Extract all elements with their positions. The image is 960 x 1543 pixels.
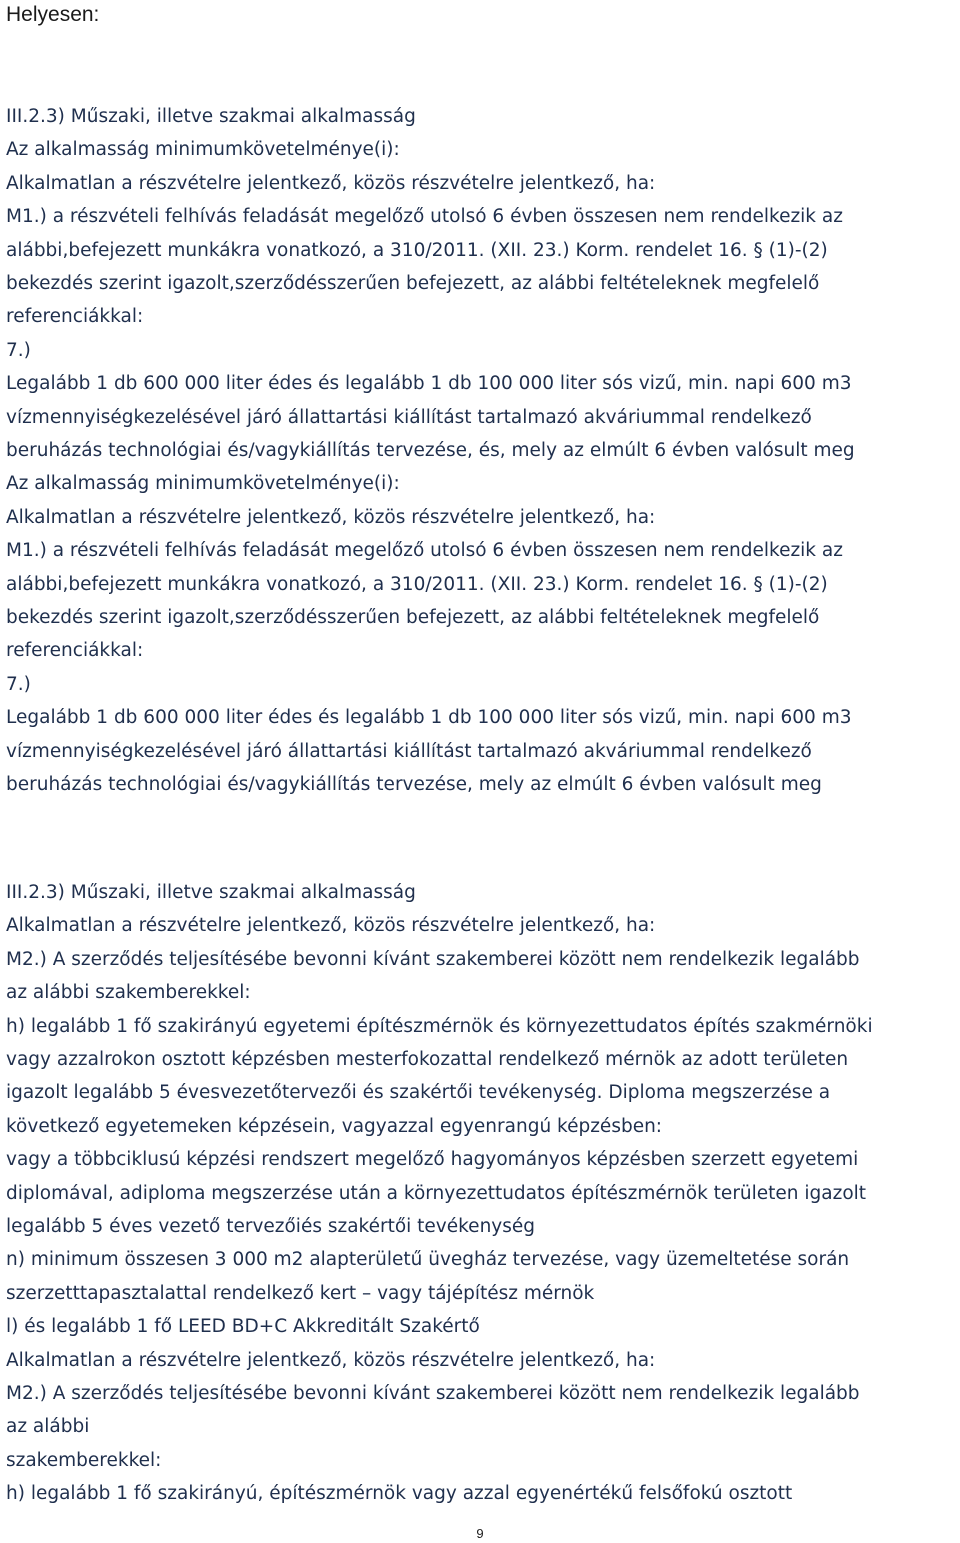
text-line: III.2.3) Műszaki, illetve szakmai alkalmasság bbox=[6, 882, 416, 903]
text-line: M1.) a részvételi felhívás feladását megelőző utolsó 6 évben összesen nem rendelkezik az bbox=[6, 206, 843, 228]
page-header: Helyesen: bbox=[6, 3, 100, 26]
text-line: Legalább 1 db 600 000 liter édes és legalább 1 db 100 000 liter sós vizű, min. napi 600 m3 bbox=[6, 707, 852, 729]
text-line: alábbi,befejezett munkákra vonatkozó, a 310/2011. (XII. 23.) Korm. rendelet 16. § (1)-(2) bbox=[6, 573, 828, 595]
text-line: Alkalmatlan a részvételre jelentkező, közös részvételre jelentkező, ha: bbox=[6, 172, 656, 194]
text-line: az alábbi bbox=[6, 1416, 90, 1438]
text-line: az alábbi szakemberekkel: bbox=[6, 982, 251, 1004]
text-line: igazolt legalább 5 évesvezetőtervezői és szakértői tevékenység. Diploma megszerzése a bbox=[6, 1082, 831, 1104]
text-line: Legalább 1 db 600 000 liter édes és legalább 1 db 100 000 liter sós vizű, min. napi 600 m3 bbox=[6, 373, 852, 395]
text-line: referenciákkal: bbox=[6, 306, 144, 328]
text-line: 7.) bbox=[6, 673, 31, 695]
text-line: beruházás technológiai és/vagykiállítás tervezése, mely az elmúlt 6 évben valósult meg bbox=[6, 774, 822, 795]
page-number: 9 bbox=[476, 1526, 484, 1541]
text-line: Az alkalmasság minimumkövetelménye(i): bbox=[6, 139, 400, 161]
text-line: szakemberekkel: bbox=[6, 1449, 162, 1471]
text-line: h) legalább 1 fő szakirányú egyetemi építészmérnök és környezettudatos építés szakmérnöki bbox=[6, 1015, 873, 1037]
text-line: M2.) A szerződés teljesítésébe bevonni kívánt szakemberei között nem rendelkezik legalább bbox=[6, 1383, 860, 1404]
text-line: következő egyetemeken képzésein, vagyazzal egyenrangú képzésben: bbox=[6, 1115, 663, 1137]
text-line: Alkalmatlan a részvételre jelentkező, közös részvételre jelentkező, ha: bbox=[6, 1349, 656, 1371]
text-line: l) és legalább 1 fő LEED BD+C Akkreditált Szakértő bbox=[6, 1316, 480, 1338]
text-line: bekezdés szerint igazolt,szerződésszerűen befejezett, az alábbi feltételeknek megfelelő bbox=[6, 273, 820, 294]
text-line: Az alkalmasság minimumkövetelménye(i): bbox=[6, 473, 400, 495]
text-line: Alkalmatlan a részvételre jelentkező, közös részvételre jelentkező, ha: bbox=[6, 915, 656, 937]
text-line: h) legalább 1 fő szakirányú, építészmérnök vagy azzal egyenértékű felsőfokú osztott bbox=[6, 1483, 793, 1505]
text-line: beruházás technológiai és/vagykiállítás tervezése, és, mely az elmúlt 6 évben valósult meg bbox=[6, 440, 855, 461]
text-line: M1.) a részvételi felhívás feladását megelőző utolsó 6 évben összesen nem rendelkezik az bbox=[6, 540, 843, 562]
text-line: III.2.3) Műszaki, illetve szakmai alkalmasság bbox=[6, 106, 416, 127]
text-line: vízmennyiségkezelésével járó állattartási kiállítást tartalmazó akváriummal rendelkező bbox=[6, 740, 812, 762]
text-line: diplomával, adiploma megszerzése után a környezettudatos építészmérnök területen igazolt bbox=[6, 1182, 867, 1204]
text-line: Alkalmatlan a részvételre jelentkező, közös részvételre jelentkező, ha: bbox=[6, 506, 656, 528]
text-line: 7.) bbox=[6, 339, 31, 361]
text-line: szerzetttapasztalattal rendelkező kert – vagy tájépítész mérnök bbox=[6, 1282, 595, 1304]
text-line: vagy azzalrokon osztott képzésben mesterfokozattal rendelkező mérnök az adott területen bbox=[6, 1049, 849, 1070]
text-line: bekezdés szerint igazolt,szerződésszerűen befejezett, az alábbi feltételeknek megfelelő bbox=[6, 607, 820, 628]
text-line: legalább 5 éves vezető tervezőiés szakértői tevékenység bbox=[6, 1216, 536, 1237]
text-line: alábbi,befejezett munkákra vonatkozó, a 310/2011. (XII. 23.) Korm. rendelet 16. § (1)-(2) bbox=[6, 239, 828, 261]
text-line: M2.) A szerződés teljesítésébe bevonni kívánt szakemberei között nem rendelkezik legalább bbox=[6, 948, 860, 970]
text-line: vagy a többciklusú képzési rendszert megelőző hagyományos képzésben szerzett egyetemi bbox=[6, 1149, 859, 1171]
text-line: vízmennyiségkezelésével járó állattartási kiállítást tartalmazó akváriummal rendelkező bbox=[6, 406, 812, 428]
text-line: referenciákkal: bbox=[6, 640, 144, 662]
text-line: n) minimum összesen 3 000 m2 alapterületű üvegház tervezése, vagy üzemeltetése során bbox=[6, 1249, 850, 1271]
